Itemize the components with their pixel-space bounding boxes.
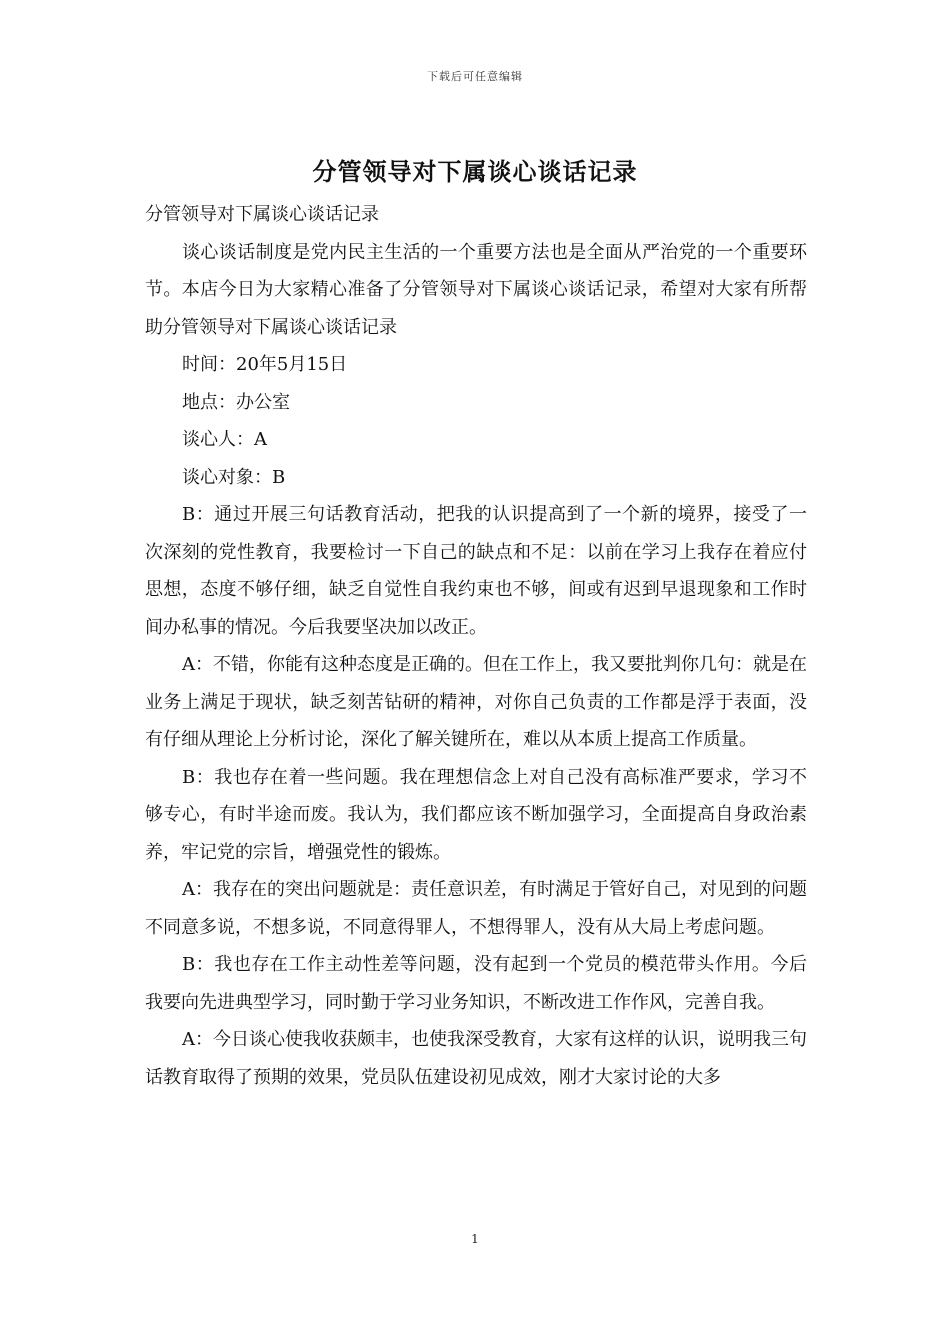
dialogue-paragraph: A：今日谈心使我收获颇丰，也使我深受教育，大家有这样的认识，说明我三句话教育取得了预期的效果，党员队伍建设初见成效，刚才大家讨论的大多 — [145, 1029, 807, 1088]
interviewee: 谈心对象：B — [182, 466, 286, 488]
document-body — [145, 196, 807, 1096]
interviewer: 谈心人：A — [182, 429, 267, 450]
intro-paragraph: 谈心谈话制度是党内民主生活的一个重要方法也是全面从严治党的一个重要环节。本店今日为大家精心准备了分管领导对下属谈心谈话记录，希望对大家有所帮助分管领导对下属谈心谈话记录 — [145, 241, 807, 338]
dialogue-paragraph: B：我也存在着一些问题。我在理想信念上对自己没有高标准严要求，学习不够专心，有时半途而废。我认为，我们都应该不断加强学习，全面提高自身政治素养，牢记党的宗旨，增强党性的锻炼。 — [145, 766, 807, 863]
dialogue-paragraph: B：通过开展三句话教育活动，把我的认识提高到了一个新的境界，接受了一次深刻的党性教育，我要检讨一下自己的缺点和不足：以前在学习上我存在着应付思想，态度不够仔细，缺乏自觉性自我约束也不够，间或有迟到早退现象和工作时间办私事的情况。今后我要坚决加以改正。 — [145, 504, 807, 638]
dialogue-paragraph: A：我存在的突出问题就是：责任意识差，有时满足于管好自己，对见到的问题不同意多说，不想多说，不同意得罪人，不想得罪人，没有从大局上考虑问题。 — [145, 879, 807, 938]
page-number: 1 — [471, 1232, 479, 1246]
subtitle: 分管领导对下属谈心谈话记录 — [145, 204, 379, 225]
dialogue-paragraph: A：不错，你能有这种态度是正确的。但在工作上，我又要批判你几句：就是在业务上满足于现状，缺乏刻苦钻研的精神，对你自己负责的工作都是浮于表面，没有仔细从理论上分析讨论，深化了解关键所在，难以从本质上提高工作质量。 — [145, 654, 807, 750]
meeting-location: 地点：办公室 — [182, 391, 290, 413]
header-note: 下载后可任意编辑 — [427, 70, 523, 83]
dialogue-paragraph: B：我也存在工作主动性差等问题，没有起到一个党员的模范带头作用。今后我要向先进典型学习，同时勤于学习业务知识，不断改进工作作风，完善自我。 — [145, 954, 807, 1013]
document-title: 分管领导对下属谈心谈话记录 — [312, 157, 638, 186]
meeting-time: 时间：20年5月15日 — [182, 354, 348, 375]
